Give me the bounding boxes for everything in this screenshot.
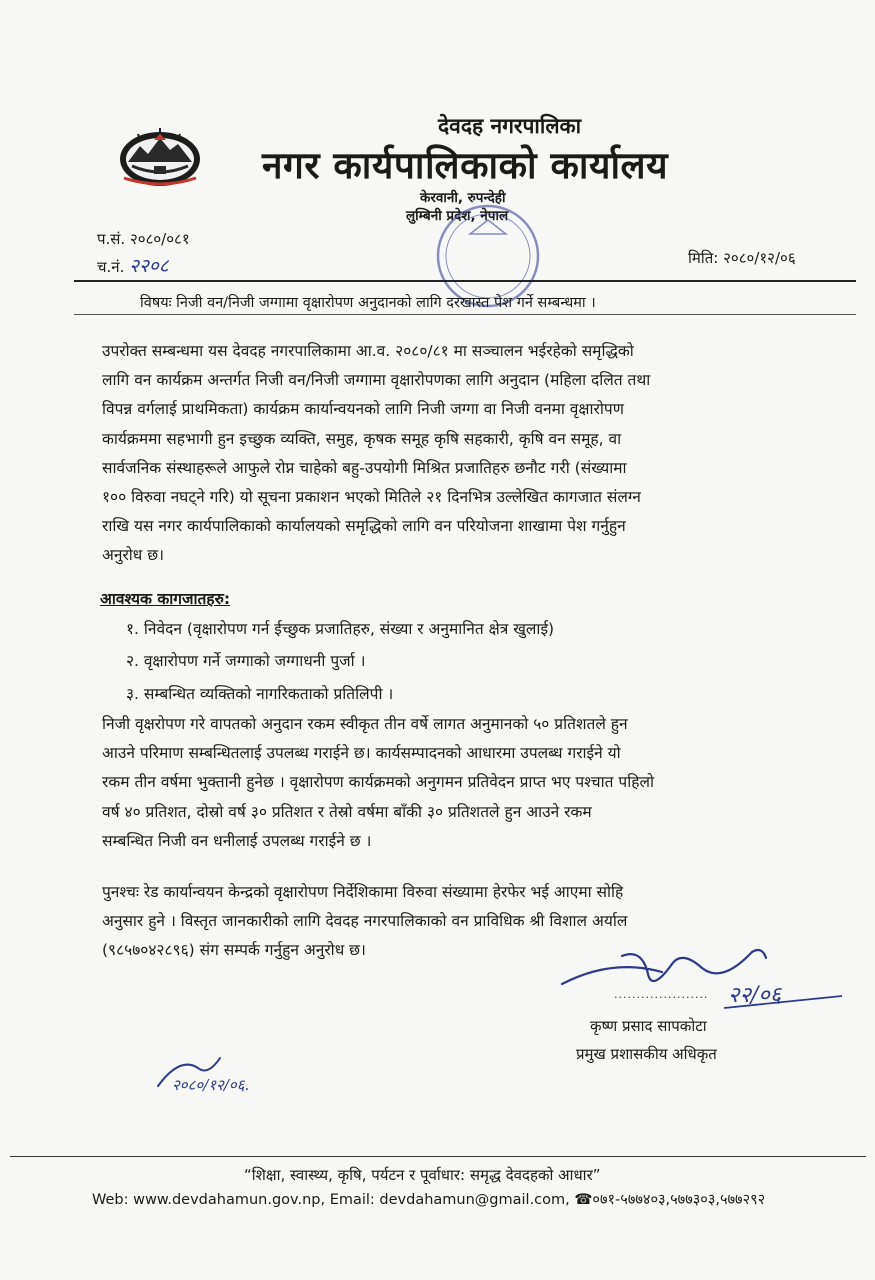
required-document-item: ३. सम्बन्धित व्यक्तिको नागरिकताको प्रतिलिपी । <box>126 685 394 703</box>
paragraph-line: वर्ष ४० प्रतिशत, दोस्रो वर्ष ३० प्रतिशत र तेस्रो वर्षमा बाँकी ३० प्रतिशतले हुन आउने रकम <box>102 802 592 821</box>
office-title: नगर कार्यपालिकाको कार्यालय <box>262 144 669 187</box>
paragraph-line: सार्वजनिक संस्थाहरूले आफुले रोप्न चाहेको बहु-उपयोगी मिश्रित प्रजातिहरु छनौट गरी (संख्यामा <box>102 458 627 477</box>
paragraph-postscript <box>102 878 627 966</box>
dispatch-number-row <box>97 252 169 278</box>
paragraph-line: लागि वन कार्यक्रम अन्तर्गत निजी वन/निजी जग्गामा वृक्षारोपणका लागि अनुदान (महिला दलित तथा <box>102 371 651 390</box>
signature-dotted-line: ..................... <box>614 988 709 1001</box>
paragraph-line: आउने परिमाण सम्बन्धितलाई उपलब्ध गराईने छ। कार्यसम्पादनको आधारमा उपलब्ध गराईने यो <box>102 744 621 763</box>
required-document-item: २. वृक्षारोपण गर्ने जग्गाको जग्गाधनी पुर्जा । <box>126 652 366 670</box>
municipality-name: देवदह नगरपालिका <box>438 114 582 138</box>
paragraph-line: रकम तीन वर्षमा भुक्तानी हुनेछ । वृक्षारोपण कार्यक्रमको अनुगमन प्रतिवेदन प्राप्त भए पश्चात पहिलो <box>102 773 654 792</box>
footer-slogan: “शिक्षा, स्वास्थ्य, कृषि, पर्यटन र पूर्वाधार: समृद्ध देवदहको आधार” <box>244 1166 601 1184</box>
initial-date: २०८०/१२/०६. <box>172 1076 250 1094</box>
footer-contact: Web: www.devdahamun.gov.np, Email: devdahamun@gmail.com, ☎०७१-५७७४०३,५७७३०३,५७७२९२ <box>92 1192 766 1208</box>
paragraph-line: अनुरोध छ। <box>102 546 164 565</box>
nepal-emblem-logo <box>118 126 202 188</box>
address-line-1: केरवानी, रुपन्देही <box>420 190 506 206</box>
dispatch-label: च.नं. <box>97 258 125 276</box>
header-divider <box>74 280 856 282</box>
letter-reference-number: प.सं. २०८०/०८१ <box>97 230 190 248</box>
initial-signature <box>150 1046 280 1100</box>
dispatch-number: २२०८ <box>129 255 169 277</box>
paragraph-line: उपरोक्त सम्बन्धमा यस देवदह नगरपालिकामा आ.व. २०८०/८१ मा सञ्चालन भईरहेको समृद्धिको <box>102 342 634 360</box>
paragraph-line: पुनश्चः रेड कार्यान्वयन केन्द्रको वृक्षारोपण निर्देशिकामा विरुवा संख्यामा हेरफेर भई आएमा सोहि <box>102 883 624 901</box>
paragraph-line: अनुसार हुने । विस्तृत जानकारीको लागि देवदह नगरपालिकाको वन प्राविधिक श्री विशाल अर्याल <box>102 912 628 931</box>
subject-line: विषयः निजी वन/निजी जग्गामा वृक्षारोपण अनुदानको लागि दरखास्त पेश गर्ने सम्बन्धमा । <box>140 295 596 311</box>
signer-name: कृष्ण प्रसाद सापकोटा <box>590 1017 707 1035</box>
officer-signature <box>552 938 852 1022</box>
required-document-item: १. निवेदन (वृक्षारोपण गर्न ईच्छुक प्रजातिहरु, संख्या र अनुमानित क्षेत्र खुलाई) <box>126 620 555 638</box>
signer-designation: प्रमुख प्रशासकीय अधिकृत <box>576 1045 717 1063</box>
paragraph-line: कार्यक्रममा सहभागी हुन इच्छुक व्यक्ति, समुह, कृषक समूह कृषि सहकारी, कृषि वन समूह, वा <box>102 429 622 448</box>
paragraph-line: राखि यस नगर कार्यपालिकाको कार्यालयको समृद्धिको लागि वन परियोजना शाखामा पेश गर्नुहुन <box>102 517 626 536</box>
subject-divider <box>74 314 856 315</box>
paragraph-line: १०० विरुवा नघट्ने गरि) यो सूचना प्रकाशन भएको मितिले २१ दिनभित्र उल्लेखित कागजात संलग्न <box>102 488 641 507</box>
paragraph-2 <box>102 710 654 856</box>
signature-date: २२/०६ <box>728 983 782 1008</box>
required-documents-heading: आवश्यक कागजातहरु: <box>100 590 231 608</box>
footer-divider <box>10 1156 866 1157</box>
paragraph-line: निजी वृक्षरोपण गरे वापतको अनुदान रकम स्वीकृत तीन वर्षे लागत अनुमानको ५० प्रतिशतले हुन <box>102 715 628 733</box>
paragraph-line: सम्बन्धित निजी वन धनीलाई उपलब्ध गराईने छ । <box>102 831 372 850</box>
address-line-2: लुम्बिनी प्रदेश, नेपाल <box>406 208 509 224</box>
letter-date: मिति: २०८०/१२/०६ <box>688 249 796 267</box>
paragraph-1 <box>102 337 650 571</box>
paragraph-line: विपन्न वर्गलाई प्राथमिकता) कार्यक्रम कार्यान्वयनको लागि निजी जग्गा वा निजी वनमा वृक्षारोपण <box>102 400 624 419</box>
paragraph-line: (९८५७०४२८९६) संग सम्पर्क गर्नुहुन अनुरोध छ। <box>102 941 366 960</box>
